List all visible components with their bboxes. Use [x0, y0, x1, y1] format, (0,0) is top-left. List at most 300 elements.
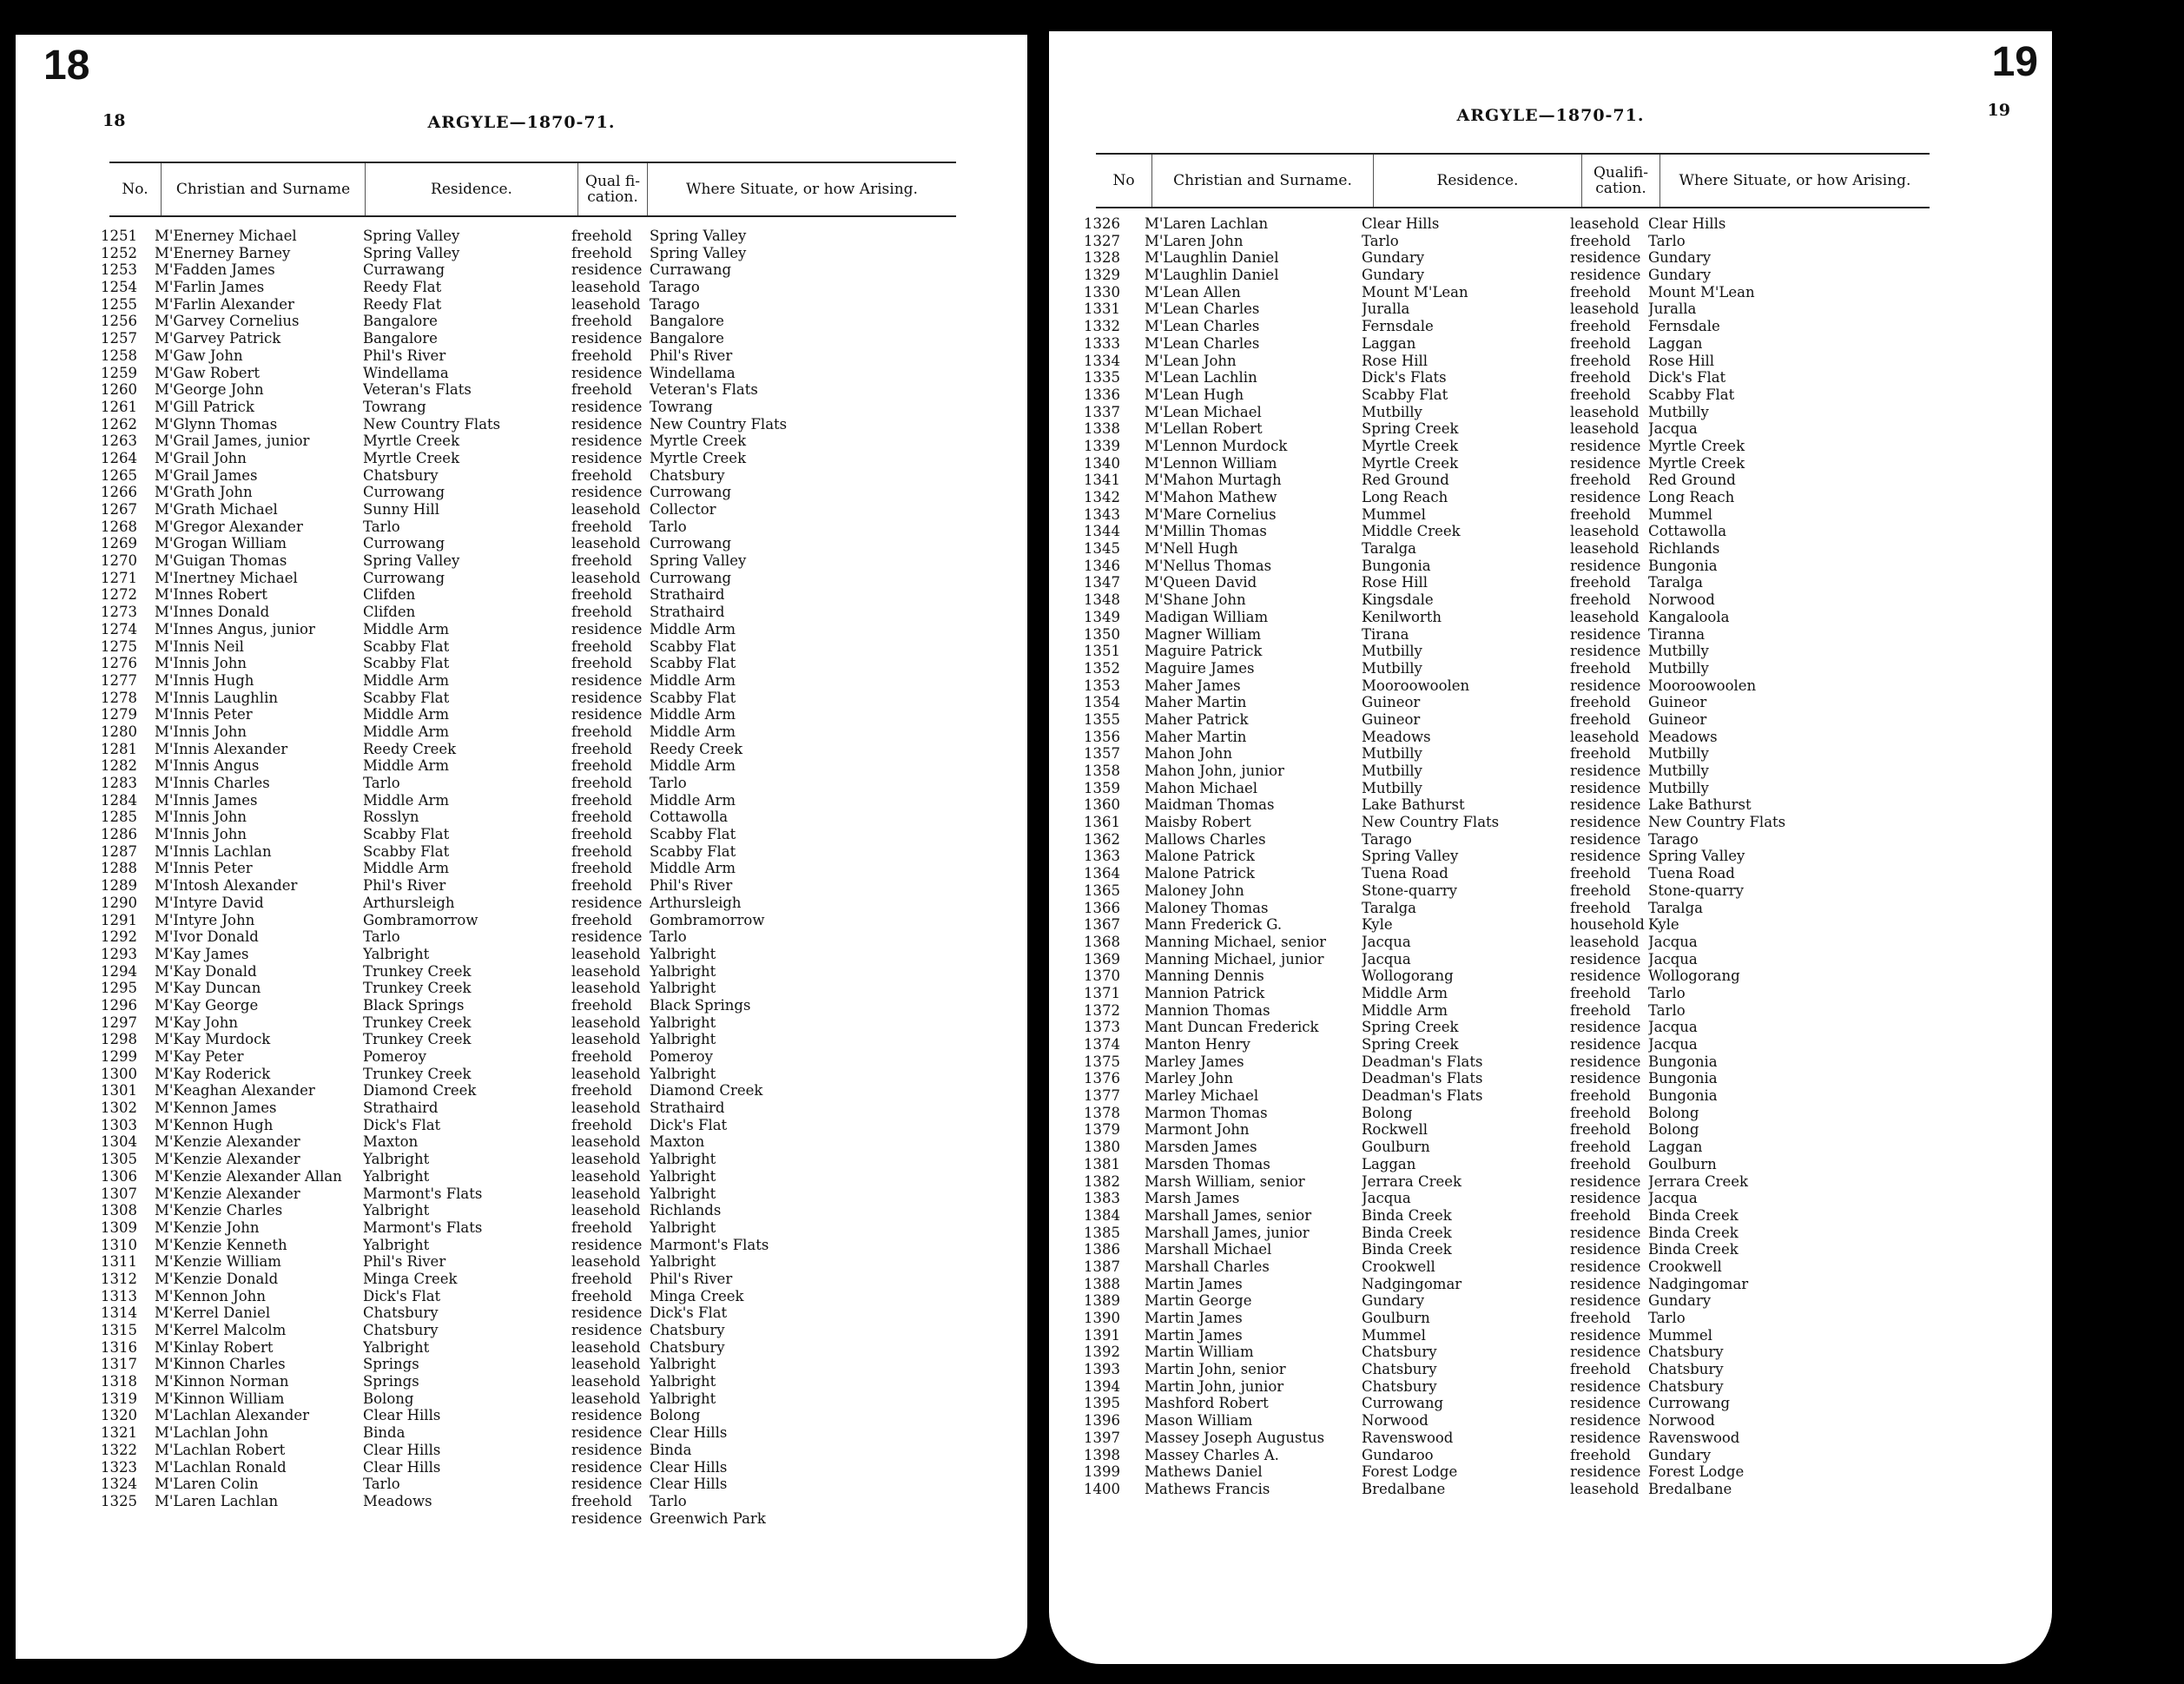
- cell-residence: Phil's River: [363, 1253, 446, 1271]
- cell-no: 1301: [101, 1082, 137, 1100]
- cell-no: 1256: [101, 313, 137, 330]
- cell-qualification: residence: [571, 415, 643, 433]
- cell-name: M'Lean Charles: [1145, 334, 1260, 352]
- table-row: [1084, 609, 1952, 626]
- cell-residence: Mutbilly: [1362, 403, 1422, 420]
- cell-no: 1344: [1084, 523, 1120, 540]
- cell-where-situate: Jacqua: [1648, 1019, 1698, 1036]
- cell-where-situate: Scabby Flat: [650, 826, 736, 843]
- cell-residence: Currowang: [363, 569, 445, 586]
- cell-residence: Mooroowoolen: [1362, 677, 1470, 694]
- table-row: [1084, 369, 1952, 386]
- cell-where-situate: Yalbright: [650, 1185, 716, 1202]
- table-row: [1084, 1292, 1952, 1310]
- cell-residence: Gundaroo: [1362, 1446, 1434, 1463]
- cell-no: [101, 1510, 155, 1528]
- cell-residence: Clear Hills: [1362, 215, 1440, 232]
- cell-qualification: freehold: [1570, 1155, 1631, 1172]
- cell-no: 1259: [101, 364, 137, 381]
- table-row: [101, 313, 952, 330]
- cell-name: Martin William: [1145, 1344, 1254, 1361]
- table-row: [101, 1117, 952, 1134]
- cell-qualification: residence: [1570, 1292, 1641, 1310]
- cell-no: 1311: [101, 1253, 137, 1271]
- cell-residence: Rosslyn: [363, 809, 419, 826]
- cell-where-situate: Bungonia: [1648, 557, 1718, 574]
- cell-residence: Middle Creek: [1362, 523, 1461, 540]
- cell-name: M'Lean Charles: [1145, 300, 1260, 318]
- cell-qualification: leasehold: [571, 1185, 641, 1202]
- cell-no: 1393: [1084, 1361, 1120, 1378]
- cell-qualification: leasehold: [1570, 1480, 1640, 1497]
- cell-residence: Black Springs: [363, 996, 465, 1014]
- table-row: [101, 655, 952, 672]
- cell-no: 1358: [1084, 763, 1120, 779]
- cell-residence: Marmont's Flats: [363, 1218, 483, 1236]
- cell-residence: Diamond Creek: [363, 1082, 477, 1100]
- cell-no: 1292: [101, 928, 137, 946]
- table-row: [101, 433, 952, 450]
- cell-no: 1317: [101, 1356, 137, 1373]
- cell-residence: Middle Arm: [363, 620, 450, 637]
- cell-no: 1379: [1084, 1121, 1120, 1139]
- cell-where-situate: Yalbright: [650, 1253, 716, 1271]
- cell-no: 1375: [1084, 1053, 1120, 1070]
- cell-qualification: freehold: [1570, 1087, 1631, 1105]
- table-row: [1084, 506, 1952, 524]
- cell-no: 1318: [101, 1373, 137, 1390]
- cell-no: 1355: [1084, 710, 1120, 728]
- cell-qualification: residence: [1570, 796, 1641, 814]
- cell-qualification: residence: [1570, 950, 1641, 967]
- cell-qualification: residence: [1570, 1190, 1641, 1207]
- cell-no: 1360: [1084, 796, 1120, 814]
- cell-name: [155, 1510, 363, 1528]
- cell-qualification: residence: [571, 484, 643, 501]
- cell-where-situate: Yalbright: [650, 980, 716, 997]
- cell-where-situate: Strathaird: [650, 586, 725, 604]
- cell-qualification: residence: [571, 364, 643, 381]
- cell-no: 1266: [101, 484, 137, 501]
- cell-no: 1370: [1084, 967, 1120, 985]
- cell-name: M'Kay Murdock: [155, 1031, 271, 1048]
- cell-no: 1264: [101, 449, 137, 466]
- cell-residence: New Country Flats: [1362, 814, 1500, 831]
- cell-name: M'Grail James: [155, 466, 258, 484]
- cell-name: M'Kerrel Daniel: [155, 1304, 271, 1322]
- cell-no: 1275: [101, 637, 137, 655]
- cell-qualification: residence: [1570, 830, 1641, 848]
- cell-no: 1334: [1084, 352, 1120, 369]
- col-where-situate: Where Situate, or how Arising.: [1679, 172, 1911, 189]
- cell-qualification: residence: [571, 433, 643, 450]
- table-row: [101, 279, 952, 296]
- cell-name: M'Grath Michael: [155, 501, 278, 518]
- cell-name: Martin James: [1145, 1275, 1243, 1292]
- cell-where-situate: Mutbilly: [1648, 745, 1709, 763]
- cell-qualification: leasehold: [571, 535, 641, 552]
- cell-name: M'Kennon James: [155, 1100, 277, 1117]
- cell-qualification: leasehold: [1570, 403, 1640, 420]
- cell-where-situate: Currowang: [650, 535, 732, 552]
- cell-qualification: freehold: [1570, 1139, 1631, 1156]
- table-row: [1084, 267, 1952, 284]
- cell-where-situate: Dick's Flat: [1648, 369, 1726, 386]
- table-row: [101, 261, 952, 279]
- cell-residence: Chatsbury: [363, 1304, 439, 1322]
- cell-qualification: residence: [571, 620, 643, 637]
- cell-residence: Mummel: [1362, 505, 1426, 523]
- table-row: [1084, 780, 1952, 797]
- cell-residence: Spring Creek: [1362, 1019, 1459, 1036]
- cell-name: M'Innis Peter: [155, 860, 253, 877]
- table-row: [1084, 335, 1952, 353]
- table-row: [1084, 1190, 1952, 1207]
- cell-residence: Windellama: [363, 364, 449, 381]
- cell-name: M'George John: [155, 381, 264, 399]
- cell-qualification: freehold: [1570, 1206, 1631, 1224]
- table-row: [1084, 1241, 1952, 1258]
- table-row: [101, 980, 952, 997]
- cell-name: M'Laren Lachlan: [1145, 215, 1269, 232]
- table-row: [1084, 951, 1952, 968]
- cell-no: 1252: [101, 244, 137, 261]
- cell-residence: Binda Creek: [1362, 1206, 1452, 1224]
- cell-name: M'Enerney Michael: [155, 228, 297, 244]
- cell-residence: Lake Bathurst: [1362, 796, 1465, 814]
- cell-residence: Chatsbury: [363, 466, 439, 484]
- cell-no: 1367: [1084, 916, 1120, 934]
- table-row: [1084, 985, 1952, 1002]
- cell-where-situate: Clear Hills: [650, 1424, 728, 1442]
- cell-name: Manning Dennis: [1145, 967, 1264, 985]
- cell-qualification: residence: [1570, 489, 1641, 505]
- cell-name: M'Innis Peter: [155, 706, 253, 723]
- cell-residence: Trunkey Creek: [363, 962, 472, 980]
- cell-name: M'Kinnon William: [155, 1390, 285, 1407]
- cell-residence: Meadows: [1362, 728, 1431, 745]
- cell-no: 1322: [101, 1441, 137, 1458]
- cell-no: 1339: [1084, 437, 1120, 454]
- cell-where-situate: Jacqua: [1648, 950, 1698, 967]
- cell-residence: Myrtle Creek: [1362, 437, 1459, 454]
- cell-no: 1395: [1084, 1395, 1120, 1412]
- cell-qualification: freehold: [571, 1270, 632, 1287]
- cell-residence: Yalbright: [363, 1202, 430, 1219]
- cell-where-situate: Bungonia: [1648, 1053, 1718, 1070]
- table-row: [1084, 865, 1952, 882]
- cell-name: M'Glynn Thomas: [155, 415, 278, 433]
- cell-no: 1383: [1084, 1190, 1120, 1207]
- cell-name: Martin John, junior: [1145, 1377, 1284, 1395]
- cell-name: Malone Patrick: [1145, 848, 1255, 865]
- cell-no: 1396: [1084, 1412, 1120, 1430]
- table-row: [101, 586, 952, 604]
- cell-residence: Rose Hill: [1362, 574, 1429, 591]
- cell-qualification: freehold: [571, 826, 632, 843]
- table-row: [101, 381, 952, 399]
- cell-residence: Pomeroy: [363, 1048, 426, 1065]
- corner-page-number: 18: [43, 43, 90, 89]
- cell-qualification: freehold: [1570, 745, 1631, 763]
- cell-where-situate: Rose Hill: [1648, 352, 1715, 369]
- cell-qualification: residence: [1570, 1429, 1641, 1446]
- cell-no: 1329: [1084, 267, 1120, 284]
- table-row: [101, 450, 952, 467]
- cell-where-situate: Yalbright: [650, 1065, 716, 1082]
- table-row: [101, 1202, 952, 1219]
- table-row: [1084, 353, 1952, 370]
- cell-name: M'Ivor Donald: [155, 928, 259, 946]
- table-row: [101, 997, 952, 1014]
- cell-name: Maher Patrick: [1145, 710, 1249, 728]
- cell-qualification: freehold: [571, 775, 632, 791]
- cell-no: 1352: [1084, 659, 1120, 677]
- table-row: [1084, 1310, 1952, 1327]
- table-row: [101, 501, 952, 518]
- cell-no: 1307: [101, 1185, 137, 1202]
- cell-where-situate: Bolong: [650, 1407, 701, 1424]
- cell-name: Maloney Thomas: [1145, 899, 1269, 916]
- cell-qualification: residence: [1570, 1241, 1641, 1258]
- cell-residence: Binda: [363, 1424, 406, 1442]
- cell-no: 1299: [101, 1048, 137, 1065]
- table-row: [1084, 489, 1952, 506]
- cell-residence: Phil's River: [363, 877, 446, 895]
- cell-name: M'Laughlin Daniel: [1145, 249, 1279, 267]
- cell-where-situate: Bolong: [1648, 1121, 1699, 1139]
- col-qualification: Qualifi-cation.: [1582, 155, 1660, 207]
- cell-residence: Marmont's Flats: [363, 1185, 483, 1202]
- cell-qualification: freehold: [571, 637, 632, 655]
- cell-no: 1271: [101, 569, 137, 586]
- cell-where-situate: Chatsbury: [650, 1338, 725, 1356]
- cell-qualification: leasehold: [1570, 933, 1640, 950]
- cell-qualification: freehold: [1570, 659, 1631, 677]
- table-header: [109, 162, 956, 217]
- cell-residence: Binda Creek: [1362, 1241, 1452, 1258]
- cell-qualification: residence: [1570, 267, 1641, 284]
- table-row: [101, 570, 952, 587]
- cell-name: Marsh James: [1145, 1190, 1240, 1207]
- cell-qualification: freehold: [571, 381, 632, 399]
- cell-qualification: residence: [571, 449, 643, 466]
- cell-qualification: leasehold: [571, 1338, 641, 1356]
- cell-residence: Tuena Road: [1362, 865, 1448, 882]
- cell-qualification: leasehold: [571, 1373, 641, 1390]
- cell-name: Marley James: [1145, 1053, 1244, 1070]
- table-row: [101, 895, 952, 912]
- cell-name: Mashford Robert: [1145, 1395, 1269, 1412]
- table-row: [101, 416, 952, 433]
- cell-qualification: freehold: [1570, 694, 1631, 711]
- cell-name: Maher Martin: [1145, 728, 1247, 745]
- cell-where-situate: Spring Valley: [650, 244, 747, 261]
- cell-residence: Juralla: [1362, 300, 1410, 318]
- cell-residence: Reedy Flat: [363, 295, 442, 313]
- table-row: [101, 1288, 952, 1305]
- cell-qualification: leasehold: [571, 569, 641, 586]
- table-row: [1084, 1036, 1952, 1053]
- table-row: [101, 399, 952, 416]
- cell-name: Martin George: [1145, 1292, 1252, 1310]
- cell-residence: Yalbright: [363, 945, 430, 962]
- cell-where-situate: Red Ground: [1648, 472, 1736, 489]
- cell-name: Maher James: [1145, 677, 1241, 694]
- cell-where-situate: Tarlo: [650, 1492, 687, 1509]
- cell-name: Massey Charles A.: [1145, 1446, 1279, 1463]
- cell-residence: Bangalore: [363, 330, 438, 347]
- table-row: [101, 1100, 952, 1117]
- cell-residence: Springs: [363, 1373, 419, 1390]
- cell-where-situate: Richlands: [1648, 540, 1720, 558]
- cell-no: 1392: [1084, 1344, 1120, 1361]
- cell-residence: Middle Arm: [363, 757, 450, 775]
- cell-name: Maguire Patrick: [1145, 643, 1263, 660]
- cell-residence: Reedy Flat: [363, 279, 442, 296]
- cell-where-situate: Middle Arm: [650, 620, 736, 637]
- cell-qualification: freehold: [571, 842, 632, 860]
- cell-name: M'Innis Angus: [155, 757, 260, 775]
- table-row: [101, 347, 952, 365]
- cell-residence: Taralga: [1362, 899, 1416, 916]
- cell-qualification: residence: [1570, 1036, 1641, 1053]
- cell-where-situate: Jerrara Creek: [1648, 1172, 1749, 1190]
- table-row: [1084, 1070, 1952, 1087]
- cell-where-situate: Bangalore: [650, 330, 724, 347]
- table-row: [101, 621, 952, 638]
- table-row: [1084, 1447, 1952, 1464]
- cell-residence: Middle Arm: [363, 723, 450, 740]
- cell-residence: [363, 1510, 571, 1528]
- table-row: [101, 757, 952, 775]
- cell-qualification: freehold: [571, 313, 632, 330]
- cell-name: M'Kay Roderick: [155, 1065, 271, 1082]
- cell-where-situate: Norwood: [1648, 591, 1715, 609]
- cell-no: 1364: [1084, 865, 1120, 882]
- cell-where-situate: Mummel: [1648, 505, 1712, 523]
- cell-no: 1387: [1084, 1258, 1120, 1275]
- right-page: [1049, 31, 2052, 1664]
- table-row: [1084, 694, 1952, 711]
- cell-residence: Rockwell: [1362, 1121, 1429, 1139]
- cell-qualification: residence: [1570, 848, 1641, 865]
- cell-where-situate: Scabby Flat: [650, 637, 736, 655]
- cell-residence: Myrtle Creek: [1362, 454, 1459, 472]
- table-row: [101, 1237, 952, 1254]
- cell-residence: Scabby Flat: [363, 842, 450, 860]
- page-number: 19: [1987, 101, 2010, 120]
- table-row: [1084, 934, 1952, 951]
- cell-name: M'Lellan Robert: [1145, 420, 1263, 438]
- cell-residence: Middle Arm: [363, 791, 450, 809]
- cell-no: 1366: [1084, 899, 1120, 916]
- cell-where-situate: Yalbright: [650, 1390, 716, 1407]
- cell-where-situate: Cottawolla: [1648, 523, 1727, 540]
- cell-residence: Jerrara Creek: [1362, 1172, 1462, 1190]
- table-row: [1084, 1105, 1952, 1122]
- cell-where-situate: Spring Valley: [650, 552, 747, 570]
- cell-no: 1295: [101, 980, 137, 997]
- cell-where-situate: Tarlo: [1648, 1310, 1686, 1326]
- cell-where-situate: Mooroowoolen: [1648, 677, 1757, 694]
- cell-residence: Forest Lodge: [1362, 1463, 1458, 1481]
- cell-qualification: residence: [1570, 1019, 1641, 1036]
- cell-qualification: leasehold: [571, 945, 641, 962]
- table-row: [101, 1185, 952, 1203]
- cell-where-situate: Strathaird: [650, 1100, 725, 1117]
- cell-where-situate: Windellama: [650, 364, 736, 381]
- cell-name: M'Innis John: [155, 826, 247, 843]
- cell-name: M'Lachlan John: [155, 1424, 268, 1442]
- cell-qualification: residence: [571, 1476, 643, 1493]
- cell-qualification: residence: [571, 1509, 643, 1527]
- cell-no: 1350: [1084, 625, 1120, 643]
- cell-no: 1284: [101, 791, 137, 809]
- cell-residence: Chatsbury: [1362, 1344, 1437, 1361]
- cell-name: M'Innis James: [155, 791, 258, 809]
- cell-qualification: residence: [1570, 1412, 1641, 1430]
- cell-residence: Sunny Hill: [363, 501, 439, 518]
- cell-name: M'Innis Hugh: [155, 671, 254, 689]
- cell-name: M'Grogan William: [155, 535, 287, 552]
- cell-no: 1363: [1084, 848, 1120, 865]
- cell-where-situate: Phil's River: [650, 1270, 733, 1287]
- table-row: [1084, 745, 1952, 763]
- table-body: [101, 228, 952, 1527]
- table-row: [1084, 1225, 1952, 1242]
- cell-qualification: residence: [1570, 249, 1641, 267]
- cell-qualification: freehold: [1570, 882, 1631, 899]
- table-row: [1084, 814, 1952, 831]
- table-row: [1084, 1361, 1952, 1378]
- cell-no: 1300: [101, 1065, 137, 1082]
- table-row: [101, 826, 952, 843]
- table-row: [101, 638, 952, 656]
- cell-where-situate: Taralga: [1648, 574, 1703, 591]
- cell-where-situate: Myrtle Creek: [1648, 437, 1745, 454]
- table-row: [1084, 1258, 1952, 1276]
- cell-no: 1281: [101, 740, 137, 757]
- cell-no: 1283: [101, 775, 137, 791]
- cell-residence: Ravenswood: [1362, 1429, 1454, 1446]
- cell-where-situate: Spring Valley: [1648, 848, 1745, 865]
- cell-no: 1276: [101, 655, 137, 672]
- cell-qualification: freehold: [1570, 1310, 1631, 1326]
- cell-no: 1333: [1084, 334, 1120, 352]
- cell-no: 1377: [1084, 1087, 1120, 1105]
- cell-where-situate: Bungonia: [1648, 1070, 1718, 1087]
- cell-qualification: residence: [1570, 677, 1641, 694]
- cell-name: M'Kenzie Alexander: [155, 1151, 300, 1168]
- cell-name: M'Innis Charles: [155, 775, 270, 791]
- cell-where-situate: Yalbright: [650, 1014, 716, 1031]
- cell-name: Mannion Thomas: [1145, 1001, 1270, 1019]
- cell-residence: Clear Hills: [363, 1458, 441, 1476]
- cell-name: Marsden James: [1145, 1139, 1257, 1156]
- cell-name: M'Kay Duncan: [155, 980, 261, 997]
- cell-name: M'Fadden James: [155, 261, 275, 279]
- cell-qualification: leasehold: [571, 1151, 641, 1168]
- cell-no: 1391: [1084, 1326, 1120, 1344]
- cell-no: 1353: [1084, 677, 1120, 694]
- cell-qualification: residence: [1570, 1326, 1641, 1344]
- cell-name: M'Innis Laughlin: [155, 689, 278, 706]
- cell-name: Malone Patrick: [1145, 865, 1255, 882]
- cell-residence: Mutbilly: [1362, 643, 1422, 660]
- cell-residence: Phil's River: [363, 347, 446, 364]
- cell-where-situate: Middle Arm: [650, 706, 736, 723]
